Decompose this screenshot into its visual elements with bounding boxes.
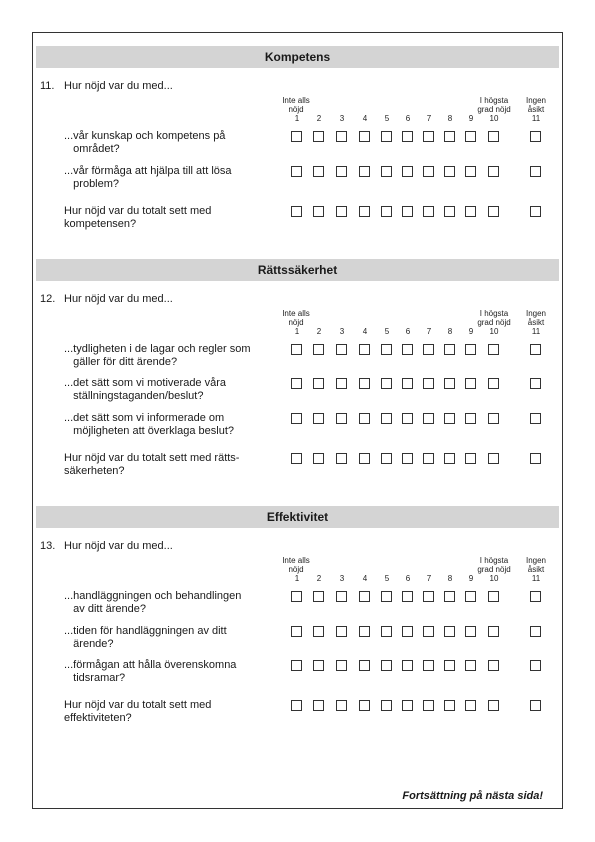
rating-checkbox-11[interactable] [530, 453, 541, 464]
question-text: Hur nöjd var du med... [64, 293, 173, 305]
rating-checkbox-4[interactable] [359, 131, 370, 142]
rating-checkbox-11[interactable] [530, 344, 541, 355]
scale-number: 1 [294, 114, 300, 123]
question-text: Hur nöjd var du med... [64, 80, 173, 92]
scale-number: 1 [294, 327, 300, 336]
rating-checkbox-5[interactable] [381, 344, 392, 355]
rating-checkbox-2[interactable] [313, 626, 324, 637]
item-label: ...förmågan att hålla överenskomna tidsramar? [64, 659, 237, 684]
rating-checkbox-10[interactable] [488, 166, 499, 177]
scale-na-label: Ingen åsikt [525, 309, 547, 327]
rating-checkbox-5[interactable] [381, 206, 392, 217]
rating-checkbox-9[interactable] [465, 206, 476, 217]
rating-checkbox-10[interactable] [488, 453, 499, 464]
rating-checkbox-11[interactable] [530, 660, 541, 671]
rating-checkbox-5[interactable] [381, 591, 392, 602]
rating-checkbox-4[interactable] [359, 344, 370, 355]
scale-number: 5 [384, 327, 390, 336]
scale-number: 8 [447, 574, 453, 583]
rating-checkbox-3[interactable] [336, 413, 347, 424]
rating-checkbox-6[interactable] [402, 378, 413, 389]
section-heading: Rättssäkerhet [36, 259, 559, 281]
rating-checkbox-5[interactable] [381, 626, 392, 637]
scale-number: 10 [489, 114, 499, 123]
scale-number: 8 [447, 327, 453, 336]
item-label: ...handläggningen och behandlingen av ditt ärende? [64, 590, 242, 615]
scale-number: 7 [426, 114, 432, 123]
rating-checkbox-11[interactable] [530, 206, 541, 217]
scale-number: 6 [405, 114, 411, 123]
rating-checkbox-9[interactable] [465, 378, 476, 389]
scale-low-label: Inte alls nöjd [282, 96, 310, 114]
rating-checkbox-9[interactable] [465, 626, 476, 637]
rating-checkbox-9[interactable] [465, 700, 476, 711]
rating-checkbox-2[interactable] [313, 344, 324, 355]
rating-checkbox-2[interactable] [313, 206, 324, 217]
rating-checkbox-10[interactable] [488, 626, 499, 637]
rating-checkbox-7[interactable] [423, 700, 434, 711]
scale-number: 5 [384, 574, 390, 583]
scale-number: 9 [468, 327, 474, 336]
rating-checkbox-8[interactable] [444, 700, 455, 711]
scale-number: 9 [468, 574, 474, 583]
rating-checkbox-10[interactable] [488, 660, 499, 671]
rating-checkbox-1[interactable] [291, 166, 302, 177]
item-label: Hur nöjd var du totalt sett med rätts- säkerheten? [64, 452, 240, 477]
rating-checkbox-3[interactable] [336, 453, 347, 464]
rating-checkbox-5[interactable] [381, 378, 392, 389]
rating-checkbox-9[interactable] [465, 344, 476, 355]
rating-checkbox-6[interactable] [402, 626, 413, 637]
rating-checkbox-6[interactable] [402, 660, 413, 671]
rating-checkbox-5[interactable] [381, 453, 392, 464]
rating-checkbox-9[interactable] [465, 166, 476, 177]
rating-checkbox-7[interactable] [423, 131, 434, 142]
scale-number: 11 [531, 114, 541, 123]
rating-checkbox-10[interactable] [488, 413, 499, 424]
rating-checkbox-4[interactable] [359, 453, 370, 464]
scale-number: 3 [339, 574, 345, 583]
rating-checkbox-2[interactable] [313, 660, 324, 671]
rating-checkbox-3[interactable] [336, 131, 347, 142]
rating-checkbox-9[interactable] [465, 660, 476, 671]
item-label: ...vår förmåga att hjälpa till att lösa problem? [64, 165, 232, 190]
rating-checkbox-4[interactable] [359, 206, 370, 217]
rating-checkbox-11[interactable] [530, 131, 541, 142]
rating-checkbox-11[interactable] [530, 591, 541, 602]
scale-number: 11 [531, 574, 541, 583]
rating-checkbox-1[interactable] [291, 206, 302, 217]
rating-checkbox-2[interactable] [313, 131, 324, 142]
rating-checkbox-7[interactable] [423, 453, 434, 464]
scale-number: 3 [339, 327, 345, 336]
question-number: 13. [40, 540, 56, 552]
rating-checkbox-8[interactable] [444, 378, 455, 389]
rating-checkbox-10[interactable] [488, 206, 499, 217]
scale-number: 4 [362, 574, 368, 583]
rating-checkbox-10[interactable] [488, 131, 499, 142]
rating-checkbox-3[interactable] [336, 660, 347, 671]
rating-checkbox-6[interactable] [402, 131, 413, 142]
rating-checkbox-3[interactable] [336, 700, 347, 711]
scale-number: 6 [405, 327, 411, 336]
rating-checkbox-5[interactable] [381, 700, 392, 711]
rating-checkbox-6[interactable] [402, 700, 413, 711]
rating-checkbox-8[interactable] [444, 206, 455, 217]
rating-checkbox-11[interactable] [530, 700, 541, 711]
item-label: ...det sätt som vi informerade om möjligheten att överklaga beslut? [64, 412, 234, 437]
rating-checkbox-5[interactable] [381, 131, 392, 142]
rating-checkbox-1[interactable] [291, 626, 302, 637]
scale-high-label: I högsta grad nöjd [477, 309, 511, 327]
rating-checkbox-1[interactable] [291, 413, 302, 424]
rating-checkbox-4[interactable] [359, 378, 370, 389]
item-label: Hur nöjd var du totalt sett med effektiviteten? [64, 699, 212, 724]
rating-checkbox-3[interactable] [336, 166, 347, 177]
rating-checkbox-4[interactable] [359, 700, 370, 711]
rating-checkbox-6[interactable] [402, 413, 413, 424]
rating-checkbox-4[interactable] [359, 413, 370, 424]
rating-checkbox-11[interactable] [530, 626, 541, 637]
rating-checkbox-4[interactable] [359, 626, 370, 637]
rating-checkbox-1[interactable] [291, 660, 302, 671]
rating-checkbox-2[interactable] [313, 378, 324, 389]
rating-checkbox-2[interactable] [313, 453, 324, 464]
section-heading: Kompetens [36, 46, 559, 68]
rating-checkbox-10[interactable] [488, 378, 499, 389]
rating-checkbox-6[interactable] [402, 453, 413, 464]
scale-number: 6 [405, 574, 411, 583]
question-number: 12. [40, 293, 56, 305]
rating-checkbox-7[interactable] [423, 626, 434, 637]
scale-number: 2 [316, 574, 322, 583]
rating-checkbox-6[interactable] [402, 166, 413, 177]
scale-low-label: Inte alls nöjd [282, 309, 310, 327]
rating-checkbox-8[interactable] [444, 591, 455, 602]
rating-checkbox-10[interactable] [488, 700, 499, 711]
item-label: ...tiden för handläggningen av ditt ärende? [64, 625, 227, 650]
rating-checkbox-4[interactable] [359, 591, 370, 602]
rating-checkbox-9[interactable] [465, 131, 476, 142]
scale-number: 7 [426, 327, 432, 336]
rating-checkbox-8[interactable] [444, 626, 455, 637]
rating-checkbox-2[interactable] [313, 166, 324, 177]
scale-number: 2 [316, 114, 322, 123]
rating-checkbox-3[interactable] [336, 344, 347, 355]
rating-checkbox-3[interactable] [336, 206, 347, 217]
item-label: ...vår kunskap och kompetens på området? [64, 130, 226, 155]
rating-checkbox-8[interactable] [444, 660, 455, 671]
scale-low-label: Inte alls nöjd [282, 556, 310, 574]
rating-checkbox-7[interactable] [423, 591, 434, 602]
scale-number: 2 [316, 327, 322, 336]
rating-checkbox-1[interactable] [291, 344, 302, 355]
rating-checkbox-7[interactable] [423, 660, 434, 671]
scale-number: 10 [489, 327, 499, 336]
rating-checkbox-2[interactable] [313, 591, 324, 602]
rating-checkbox-9[interactable] [465, 413, 476, 424]
rating-checkbox-5[interactable] [381, 166, 392, 177]
scale-number: 7 [426, 574, 432, 583]
rating-checkbox-11[interactable] [530, 378, 541, 389]
rating-checkbox-5[interactable] [381, 660, 392, 671]
section-heading: Effektivitet [36, 506, 559, 528]
rating-checkbox-2[interactable] [313, 413, 324, 424]
rating-checkbox-9[interactable] [465, 453, 476, 464]
rating-checkbox-8[interactable] [444, 131, 455, 142]
scale-high-label: I högsta grad nöjd [477, 556, 511, 574]
rating-checkbox-6[interactable] [402, 344, 413, 355]
question-text: Hur nöjd var du med... [64, 540, 173, 552]
item-label: ...det sätt som vi motiverade våra ställningstaganden/beslut? [64, 377, 227, 402]
rating-checkbox-6[interactable] [402, 591, 413, 602]
question-number: 11. [40, 80, 55, 92]
item-label: ...tydligheten i de lagar och regler som gäller för ditt ärende? [64, 343, 251, 368]
scale-number: 8 [447, 114, 453, 123]
scale-number: 11 [531, 327, 541, 336]
scale-number: 1 [294, 574, 300, 583]
rating-checkbox-4[interactable] [359, 660, 370, 671]
rating-checkbox-7[interactable] [423, 413, 434, 424]
scale-number: 9 [468, 114, 474, 123]
rating-checkbox-8[interactable] [444, 453, 455, 464]
scale-na-label: Ingen åsikt [525, 556, 547, 574]
scale-na-label: Ingen åsikt [525, 96, 547, 114]
rating-checkbox-1[interactable] [291, 700, 302, 711]
scale-number: 4 [362, 327, 368, 336]
item-label: Hur nöjd var du totalt sett med kompetensen? [64, 205, 212, 230]
rating-checkbox-2[interactable] [313, 700, 324, 711]
rating-checkbox-10[interactable] [488, 591, 499, 602]
continue-note: Fortsättning på nästa sida! [402, 790, 543, 802]
scale-high-label: I högsta grad nöjd [477, 96, 511, 114]
rating-checkbox-7[interactable] [423, 206, 434, 217]
rating-checkbox-1[interactable] [291, 591, 302, 602]
rating-checkbox-11[interactable] [530, 166, 541, 177]
rating-checkbox-11[interactable] [530, 413, 541, 424]
rating-checkbox-7[interactable] [423, 344, 434, 355]
rating-checkbox-1[interactable] [291, 378, 302, 389]
rating-checkbox-1[interactable] [291, 453, 302, 464]
rating-checkbox-5[interactable] [381, 413, 392, 424]
rating-checkbox-4[interactable] [359, 166, 370, 177]
scale-number: 10 [489, 574, 499, 583]
rating-checkbox-3[interactable] [336, 591, 347, 602]
rating-checkbox-8[interactable] [444, 166, 455, 177]
scale-number: 4 [362, 114, 368, 123]
rating-checkbox-10[interactable] [488, 344, 499, 355]
rating-checkbox-3[interactable] [336, 626, 347, 637]
rating-checkbox-1[interactable] [291, 131, 302, 142]
scale-number: 5 [384, 114, 390, 123]
scale-number: 3 [339, 114, 345, 123]
rating-checkbox-6[interactable] [402, 206, 413, 217]
rating-checkbox-9[interactable] [465, 591, 476, 602]
rating-checkbox-3[interactable] [336, 378, 347, 389]
rating-checkbox-8[interactable] [444, 413, 455, 424]
rating-checkbox-7[interactable] [423, 166, 434, 177]
rating-checkbox-8[interactable] [444, 344, 455, 355]
rating-checkbox-7[interactable] [423, 378, 434, 389]
